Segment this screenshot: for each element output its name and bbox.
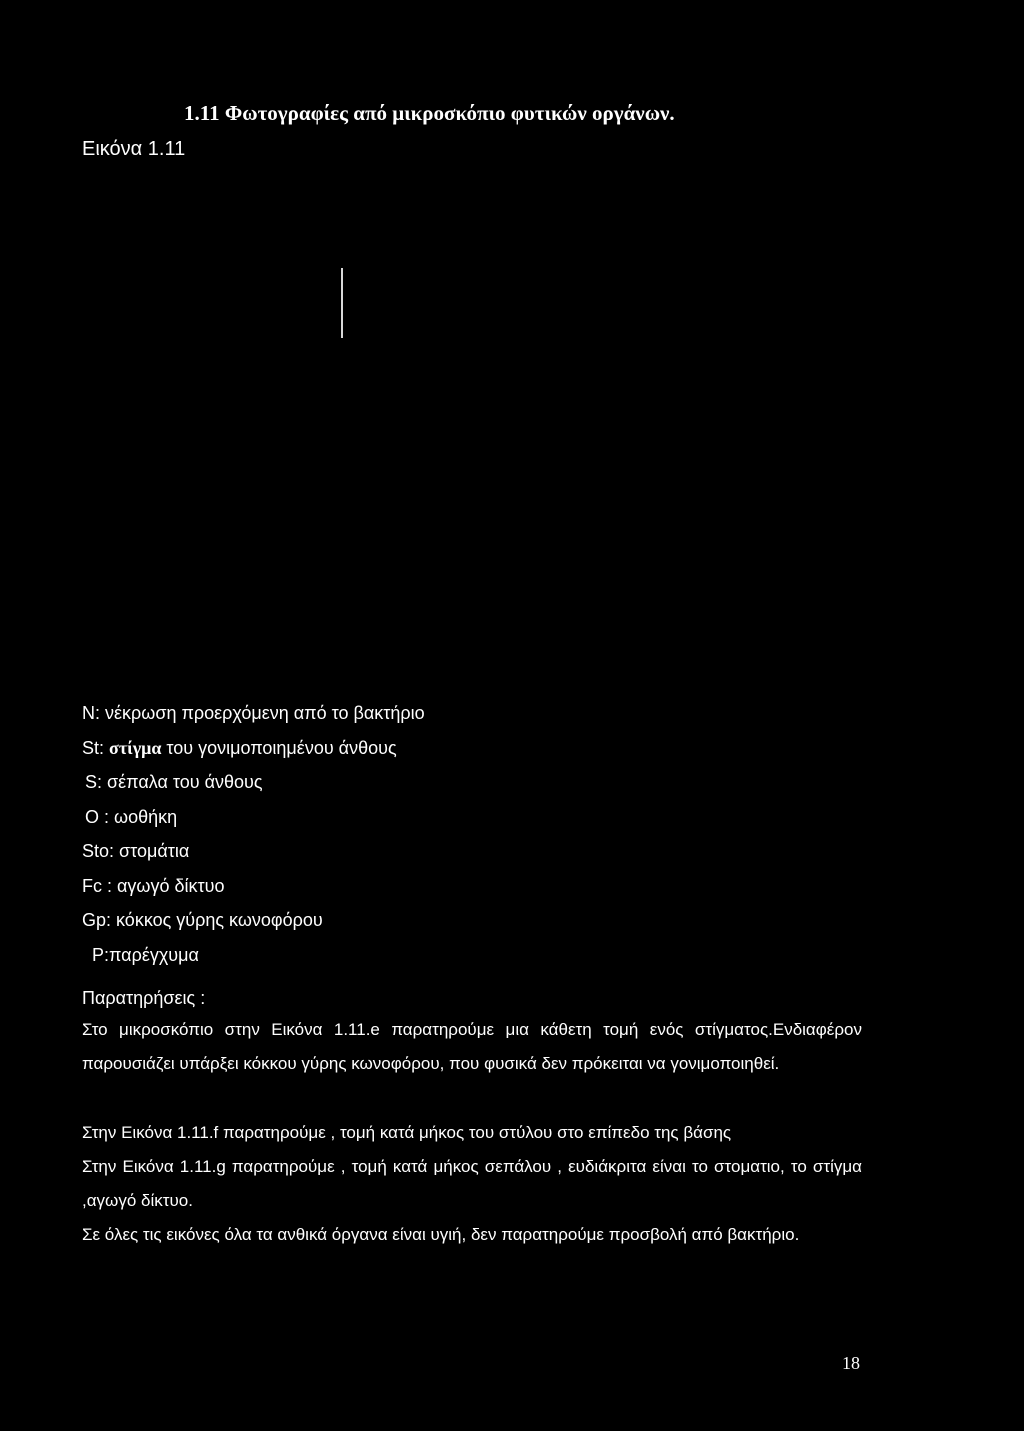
legend-code: Gp: (82, 910, 112, 930)
legend-item-s (82, 765, 425, 800)
observation-paragraph: Στην Εικόνα 1.11.f παρατηρούμε , τομή κατά μήκος του στύλου στο επίπεδο της βάσης (82, 1123, 732, 1142)
legend-code: P: (92, 944, 110, 965)
legend-item-p (82, 938, 425, 973)
legend-item-n (82, 696, 425, 731)
scan-artifact-line (341, 268, 343, 338)
legend-code: N: (82, 703, 100, 723)
legend-code: S: (85, 772, 103, 792)
legend-code: St: (82, 737, 105, 758)
observations-heading: Παρατηρήσεις : (82, 988, 206, 1008)
legend-item-sto (82, 834, 425, 869)
page-number: 18 (842, 1353, 860, 1373)
figure-photo-area (60, 180, 960, 660)
legend-code: Fc : (82, 875, 112, 896)
legend-desc: κόκκος γύρης κωνοφόρου (116, 910, 323, 930)
legend-desc: σέπαλα του άνθους (107, 772, 263, 792)
legend-item-o (82, 800, 425, 835)
legend-item-st (82, 731, 425, 766)
observation-paragraph: Σε όλες τις εικόνες όλα τα ανθικά όργανα είναι υγιή, δεν παρατηρούμε προσβολή από βακτήριο. (82, 1225, 800, 1244)
figure-legend (82, 696, 425, 972)
legend-desc: αγωγό δίκτυο (117, 875, 225, 896)
legend-desc: του γονιμοποιημένου άνθους (166, 737, 397, 758)
legend-desc: παρέγχυμα (109, 944, 199, 965)
legend-term: στίγμα (109, 737, 162, 758)
legend-desc: νέκρωση προερχόμενη από το βακτήριο (105, 703, 425, 723)
legend-desc: στομάτια (119, 841, 190, 861)
observation-paragraph: Στο μικροσκόπιο στην Εικόνα 1.11.e παρατηρούμε μια κάθετη τομή ενός στίγματος.Ενδιαφέρον παρουσιάζει υπάρξει κόκκου γύρης κωνοφόρου, που φυσικά δεν πρόκειται να γονιμοποιηθεί. (82, 1020, 862, 1073)
legend-desc: ωοθήκη (114, 806, 178, 827)
legend-item-gp (82, 903, 425, 938)
figure-label: Εικόνα 1.11 (82, 138, 186, 160)
observation-paragraph: Στην Εικόνα 1.11.g παρατηρούμε , τομή κατά μήκος σεπάλου , ευδιάκριτα είναι το στοματιο, το στίγμα ,αγωγό δίκτυο. (82, 1157, 862, 1210)
section-title: 1.11 Φωτογραφίες από μικροσκόπιο φυτικών οργάνων. (184, 101, 675, 125)
legend-code: Sto: (82, 841, 115, 861)
legend-code: O : (85, 806, 110, 827)
legend-item-fc (82, 869, 425, 904)
